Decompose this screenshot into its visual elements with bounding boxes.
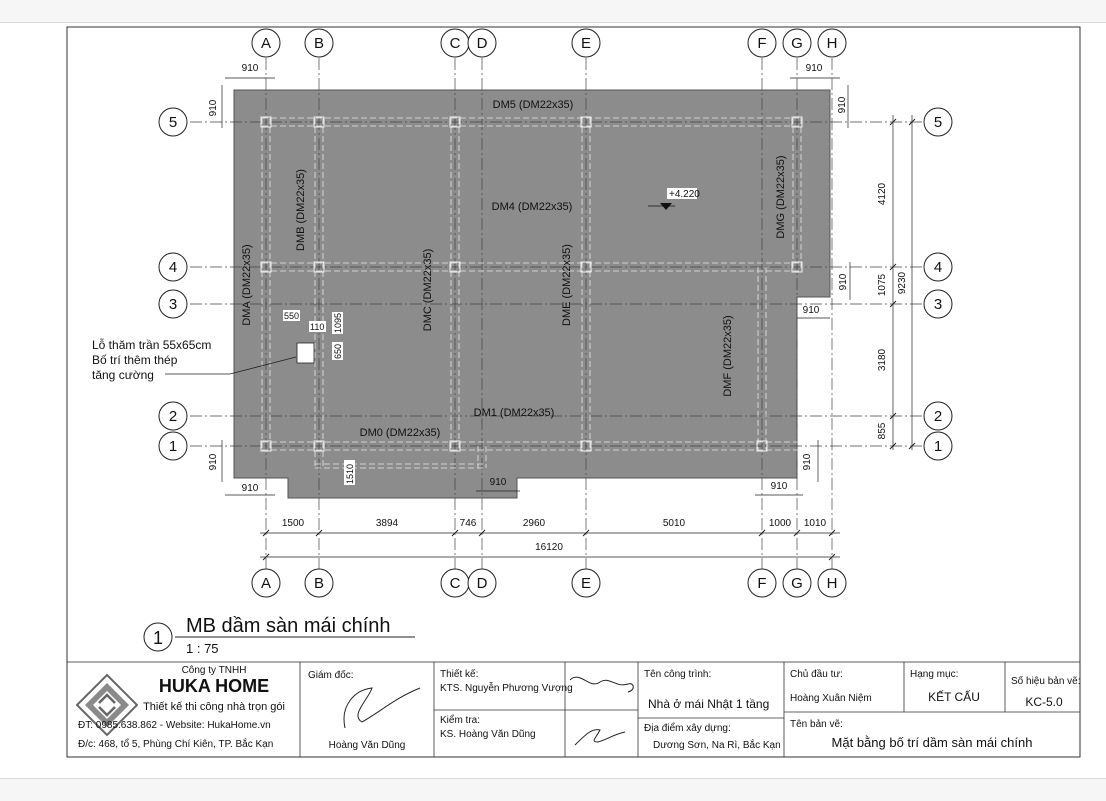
grid-label-bottom-h: H [826, 575, 838, 592]
dim-overhang-left-bottom: 910 [208, 453, 219, 471]
dim-span-g-h: 1010 [803, 518, 827, 529]
dim-step-left: 1510 [345, 463, 355, 484]
grid-label-top-b: B [313, 35, 325, 52]
grid-label-right-4: 4 [933, 259, 943, 276]
project-label: Tên công trình: [644, 669, 712, 680]
dim-span-5-4: 4120 [877, 182, 888, 206]
dim-total-height: 9230 [897, 271, 908, 295]
elevation-label: +4.220 [669, 189, 700, 200]
beam-label-dme: DME (DM22x35) [561, 244, 573, 326]
owner-label: Chủ đầu tư: [790, 669, 843, 680]
grid-label-top-h: H [826, 35, 838, 52]
drawing-name: Mặt bằng bố trí dầm sàn mái chính [831, 735, 1033, 750]
grid-label-left-4: 4 [168, 259, 178, 276]
dim-overhang-left-top: 910 [208, 99, 219, 117]
dim-opening-width: 550 [284, 311, 300, 321]
grid-label-top-g: G [791, 35, 803, 52]
grid-label-left-2: 2 [168, 408, 178, 425]
grid-label-top-f: F [757, 35, 767, 52]
director-name: Hoàng Văn Dũng [328, 740, 406, 751]
location-value: Dương Sơn, Na Rì, Bắc Kạn [653, 740, 781, 751]
grid-label-bottom-e: E [580, 575, 592, 592]
check-label: Kiểm tra: [440, 715, 481, 726]
dim-overhang-right-mid: 910 [838, 273, 849, 291]
view-number: 1 [152, 628, 164, 648]
beam-label-dm1: DM1 (DM22x35) [473, 407, 555, 419]
grid-label-top-a: A [260, 35, 272, 52]
view-title: MB dầm sàn mái chính [186, 615, 391, 637]
beam-label-dmb: DMB (DM22x35) [295, 169, 307, 251]
grid-label-left-1: 1 [168, 438, 178, 455]
dim-span-e-f: 5010 [662, 518, 686, 529]
sheet-label: Số hiệu bản vẽ: [1011, 676, 1081, 687]
dim-overhang-bottom-left: 910 [241, 483, 259, 494]
design-name: KTS. Nguyễn Phương Vượng [440, 683, 573, 694]
grid-label-right-3: 3 [933, 296, 943, 313]
design-label: Thiết kế: [440, 669, 479, 680]
opening-note-line3: tăng cường [92, 368, 154, 382]
drawing-label: Tên bản vẽ: [790, 719, 843, 730]
dim-span-c-d: 746 [459, 518, 477, 529]
company-slogan: Thiết kế thi công nhà trọn gói [143, 701, 285, 713]
dim-span-4-3: 1075 [877, 273, 888, 297]
dim-overhang-top-left: 910 [241, 63, 259, 74]
opening-note-line2: Bố trí thêm thép [92, 353, 178, 367]
category-label: Hạng mục: [910, 669, 959, 680]
dim-span-2-1: 855 [877, 422, 888, 440]
beam-label-dm5: DM5 (DM22x35) [492, 99, 574, 111]
bottom-bar [0, 778, 1106, 801]
grid-label-bottom-g: G [791, 575, 803, 592]
company-type: Công ty TNHH [181, 665, 247, 676]
grid-label-right-5: 5 [933, 114, 943, 131]
check-name: KS. Hoàng Văn Dũng [440, 729, 536, 740]
dim-overhang-right-top: 910 [837, 96, 848, 114]
grid-label-bottom-f: F [757, 575, 767, 592]
dim-total-width: 16120 [535, 542, 563, 553]
location-label: Địa điểm xây dựng: [644, 723, 731, 734]
opening-note-line1: Lỗ thăm trần 55x65cm [92, 338, 212, 352]
grid-label-bottom-a: A [260, 575, 272, 592]
grid-label-bottom-d: D [476, 575, 488, 592]
company-name: HUKA HOME [158, 676, 270, 696]
dim-opening-top: 1095 [333, 312, 343, 333]
company-address: Đ/c: 468, tổ 5, Phùng Chí Kiên, TP. Bắc Kạn [78, 739, 274, 750]
grid-label-bottom-c: C [449, 575, 461, 592]
beam-label-dm4: DM4 (DM22x35) [491, 201, 573, 213]
grid-label-right-1: 1 [933, 438, 943, 455]
grid-label-right-2: 2 [933, 408, 943, 425]
dim-overhang-step: 910 [489, 477, 507, 488]
beam-label-dmc: DMC (DM22x35) [422, 248, 434, 332]
sheet-number: KC-5.0 [1025, 695, 1063, 709]
company-contact: ĐT: 0985.638.862 - Website: HukaHome.vn [78, 720, 271, 731]
dim-overhang-top-right: 910 [805, 63, 823, 74]
ceiling-opening [297, 343, 314, 363]
dim-overhang-right-bottom: 910 [802, 453, 813, 471]
director-label: Giám đốc: [308, 670, 354, 681]
owner-name: Hoàng Xuân Niệm [790, 693, 872, 704]
dim-span-b-c: 3894 [375, 518, 399, 529]
beam-label-dmg: DMG (DM22x35) [775, 155, 787, 239]
dim-opening-height: 650 [333, 343, 343, 359]
dim-span-a-b: 1500 [281, 518, 305, 529]
dim-span-3-2: 3180 [877, 348, 888, 372]
dim-span-f-g: 1000 [768, 518, 792, 529]
beam-label-dmf: DMF (DM22x35) [722, 315, 734, 397]
grid-label-bottom-b: B [313, 575, 325, 592]
dim-span-d-e: 2960 [522, 518, 546, 529]
grid-label-left-5: 5 [168, 114, 178, 131]
view-scale: 1 : 75 [186, 641, 219, 656]
dim-opening-offset: 110 [310, 322, 325, 332]
grid-label-left-3: 3 [168, 296, 178, 313]
dim-overhang-notch: 910 [802, 305, 820, 316]
beam-label-dma: DMA (DM22x35) [241, 244, 253, 326]
project-name: Nhà ở mái Nhật 1 tầng [648, 697, 770, 711]
dim-overhang-bottom-right: 910 [770, 481, 788, 492]
grid-label-top-c: C [449, 35, 461, 52]
category-value: KẾT CẤU [928, 690, 980, 704]
grid-label-top-d: D [476, 35, 488, 52]
grid-label-top-e: E [580, 35, 592, 52]
beam-label-dm0: DM0 (DM22x35) [359, 427, 441, 439]
